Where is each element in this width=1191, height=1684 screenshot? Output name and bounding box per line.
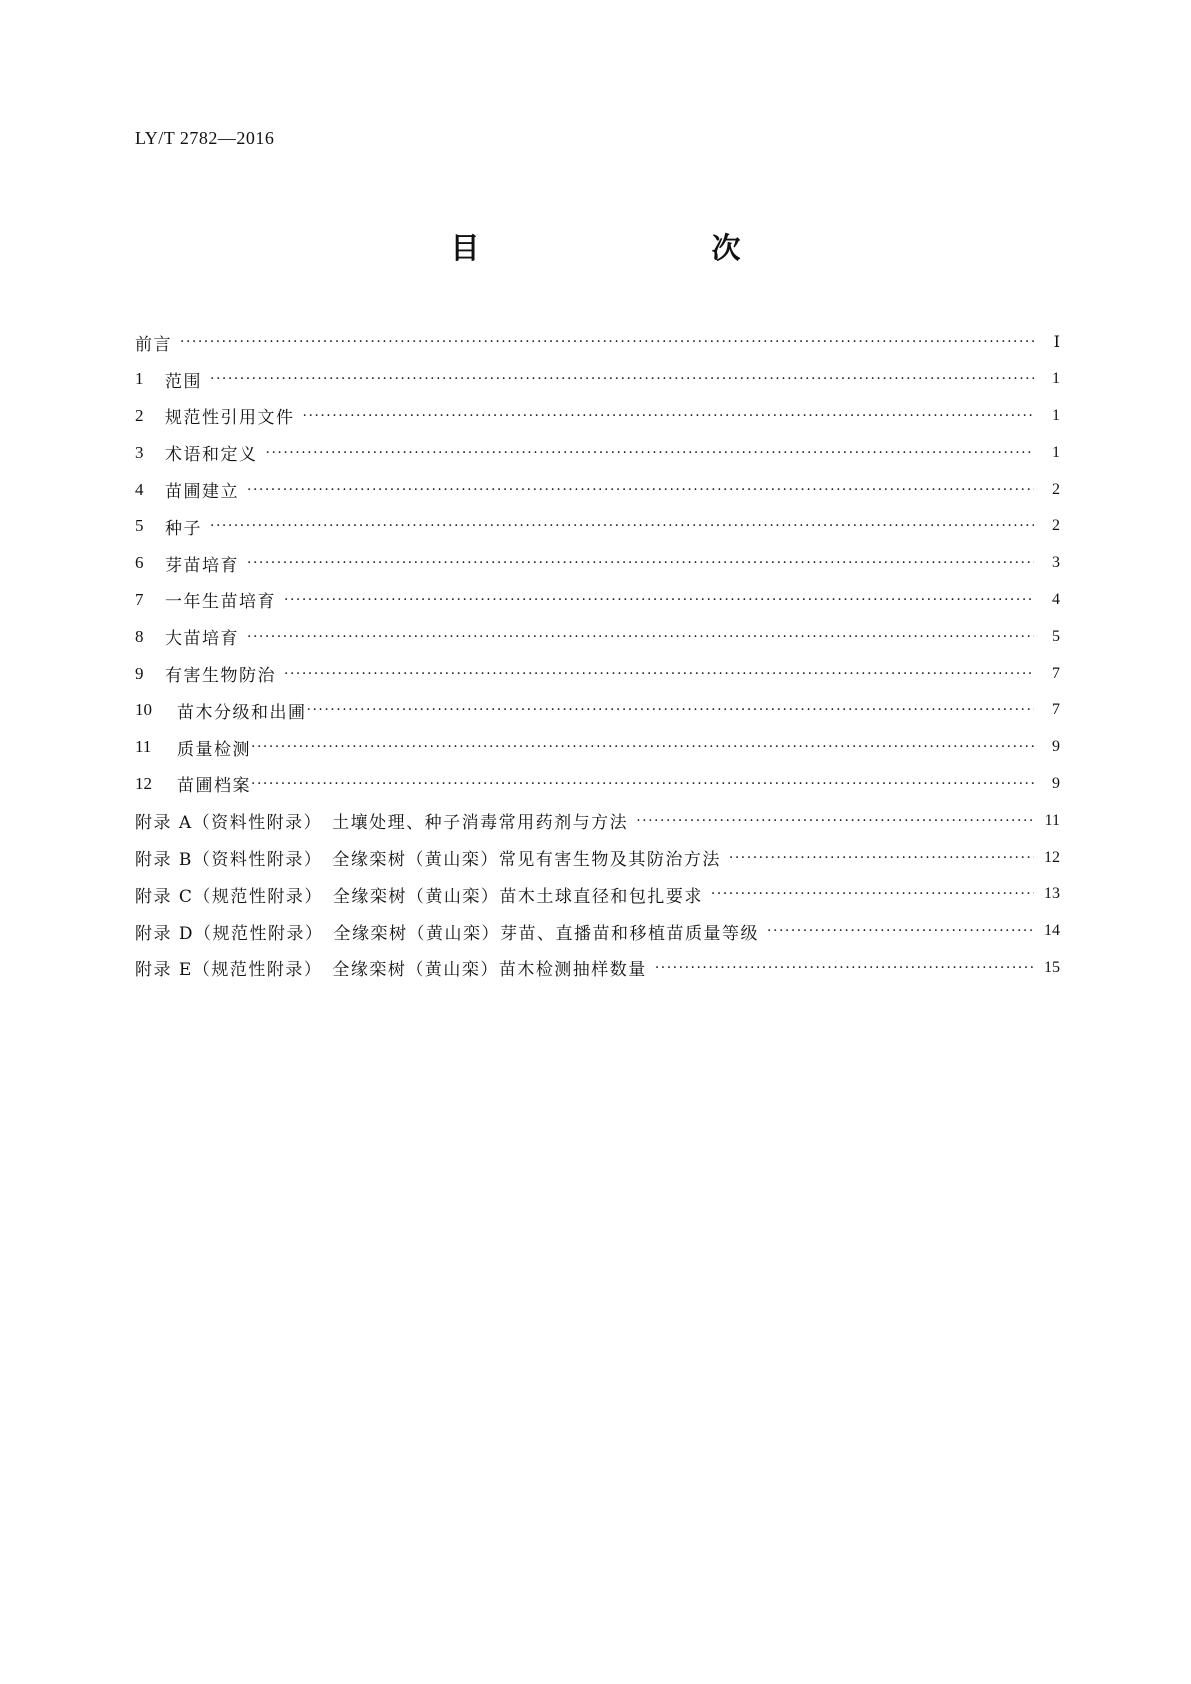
toc-entry-page: 3 bbox=[1052, 554, 1060, 572]
toc-entry-number: 9 bbox=[135, 663, 144, 683]
toc-entry-title: 大苗培育 bbox=[165, 629, 239, 650]
toc-entry-3[interactable] bbox=[135, 434, 1060, 471]
toc-entry-page: 2 bbox=[1052, 517, 1060, 535]
toc-entry-number: 7 bbox=[135, 589, 144, 609]
toc-leader-dots bbox=[266, 445, 1035, 461]
toc-entry-title: 前言 bbox=[135, 334, 172, 355]
toc-entry-title: 附录 E（规范性附录） 全缘栾树（黄山栾）苗木检测抽样数量 bbox=[135, 960, 647, 981]
page-title: 目 次 bbox=[450, 231, 799, 265]
toc-entry-appendix-b[interactable] bbox=[135, 839, 1060, 876]
toc-entry-appendix-d[interactable] bbox=[135, 913, 1060, 950]
toc-leader-dots bbox=[247, 555, 1034, 571]
toc-entry-page: 9 bbox=[1052, 738, 1060, 756]
toc-entry-page: 9 bbox=[1052, 774, 1060, 792]
toc-entry-5[interactable] bbox=[135, 508, 1060, 545]
toc-entry-title: 种子 bbox=[165, 518, 202, 539]
toc-leader-dots bbox=[303, 408, 1035, 424]
toc-entry-page: 7 bbox=[1052, 701, 1060, 719]
toc-entry-number: 1 bbox=[135, 369, 144, 389]
toc-entry-title: 有害生物防治 bbox=[165, 666, 276, 687]
toc-entry-page: 4 bbox=[1052, 590, 1060, 608]
toc-entry-page: 2 bbox=[1052, 480, 1060, 498]
toc-entry-title: 附录 D（规范性附录） 全缘栾树（黄山栾）芽苗、直播苗和移植苗质量等级 bbox=[135, 923, 760, 944]
toc-leader-dots bbox=[251, 739, 1034, 755]
toc-leader-dots bbox=[307, 702, 1035, 718]
toc-leader-dots bbox=[251, 776, 1034, 792]
toc-leader-dots bbox=[711, 886, 1034, 902]
toc-entry-10[interactable] bbox=[135, 692, 1060, 729]
toc-entry-title: 范围 bbox=[165, 371, 202, 392]
toc-leader-dots bbox=[210, 371, 1034, 387]
toc-entry-appendix-e[interactable] bbox=[135, 950, 1060, 987]
toc-entry-11[interactable] bbox=[135, 729, 1060, 766]
toc-entry-number: 10 bbox=[135, 700, 152, 720]
toc-entry-6[interactable] bbox=[135, 545, 1060, 582]
toc-entry-page: 14 bbox=[1044, 922, 1060, 940]
toc-entry-number: 2 bbox=[135, 405, 144, 425]
toc-leader-dots bbox=[284, 666, 1034, 682]
toc-entry-number: 11 bbox=[135, 737, 152, 757]
toc-entry-number: 4 bbox=[135, 479, 144, 499]
toc-leader-dots bbox=[729, 850, 1034, 866]
toc-entry-page: 1 bbox=[1052, 406, 1060, 424]
toc-entry-title: 质量检测 bbox=[177, 739, 251, 760]
toc-entry-number: 5 bbox=[135, 516, 144, 536]
standard-code: LY/T 2782—2016 bbox=[135, 128, 275, 148]
toc-leader-dots bbox=[210, 518, 1034, 534]
toc-entry-title: 苗木分级和出圃 bbox=[177, 702, 307, 723]
toc-entry-page: 12 bbox=[1044, 848, 1060, 866]
toc-leader-dots bbox=[636, 813, 1034, 829]
toc-entry-9[interactable] bbox=[135, 655, 1060, 692]
toc-entry-page: 5 bbox=[1052, 627, 1060, 645]
toc-leader-dots bbox=[655, 960, 1034, 976]
toc-entry-number: 8 bbox=[135, 626, 144, 646]
toc-entry-title: 一年生苗培育 bbox=[165, 592, 276, 613]
toc-entry-4[interactable] bbox=[135, 471, 1060, 508]
toc-entry-title: 苗圃档案 bbox=[177, 776, 251, 797]
toc-entry-page: 7 bbox=[1052, 664, 1060, 682]
toc-entry-page: 1 bbox=[1052, 370, 1060, 388]
toc-entry-12[interactable] bbox=[135, 766, 1060, 803]
toc-entry-page: 13 bbox=[1044, 885, 1060, 903]
toc-leader-dots bbox=[247, 482, 1034, 498]
toc-entry-foreword[interactable] bbox=[135, 324, 1060, 361]
toc-entry-title: 附录 B（资料性附录） 全缘栾树（黄山栾）常见有害生物及其防治方法 bbox=[135, 850, 721, 871]
toc-leader-dots bbox=[767, 923, 1034, 939]
toc-leader-dots bbox=[247, 629, 1034, 645]
toc-entry-page: 15 bbox=[1044, 958, 1060, 976]
toc-entry-7[interactable] bbox=[135, 582, 1060, 619]
toc-entry-title: 术语和定义 bbox=[165, 445, 258, 466]
toc-entry-number: 3 bbox=[135, 442, 144, 462]
toc-entry-title: 附录 C（规范性附录） 全缘栾树（黄山栾）苗木土球直径和包扎要求 bbox=[135, 886, 703, 907]
toc-entry-2[interactable] bbox=[135, 398, 1060, 435]
toc-entry-title: 苗圃建立 bbox=[165, 482, 239, 503]
toc-entry-number: 6 bbox=[135, 553, 144, 573]
toc-entry-title: 芽苗培育 bbox=[165, 555, 239, 576]
toc-entry-page: 11 bbox=[1044, 811, 1060, 829]
toc-entry-title: 附录 A（资料性附录） 土壤处理、种子消毒常用药剂与方法 bbox=[135, 813, 629, 834]
toc-leader-dots bbox=[284, 592, 1034, 608]
toc-entry-page: 1 bbox=[1052, 443, 1060, 461]
toc-entry-1[interactable] bbox=[135, 361, 1060, 398]
toc-entry-page: Ⅰ bbox=[1053, 334, 1060, 352]
toc-entry-appendix-a[interactable] bbox=[135, 802, 1060, 839]
toc-entry-number: 12 bbox=[135, 773, 152, 793]
table-of-contents bbox=[135, 324, 1060, 986]
toc-entry-appendix-c[interactable] bbox=[135, 876, 1060, 913]
toc-entry-title: 规范性引用文件 bbox=[165, 408, 295, 429]
toc-leader-dots bbox=[180, 334, 1034, 350]
toc-entry-8[interactable] bbox=[135, 618, 1060, 655]
